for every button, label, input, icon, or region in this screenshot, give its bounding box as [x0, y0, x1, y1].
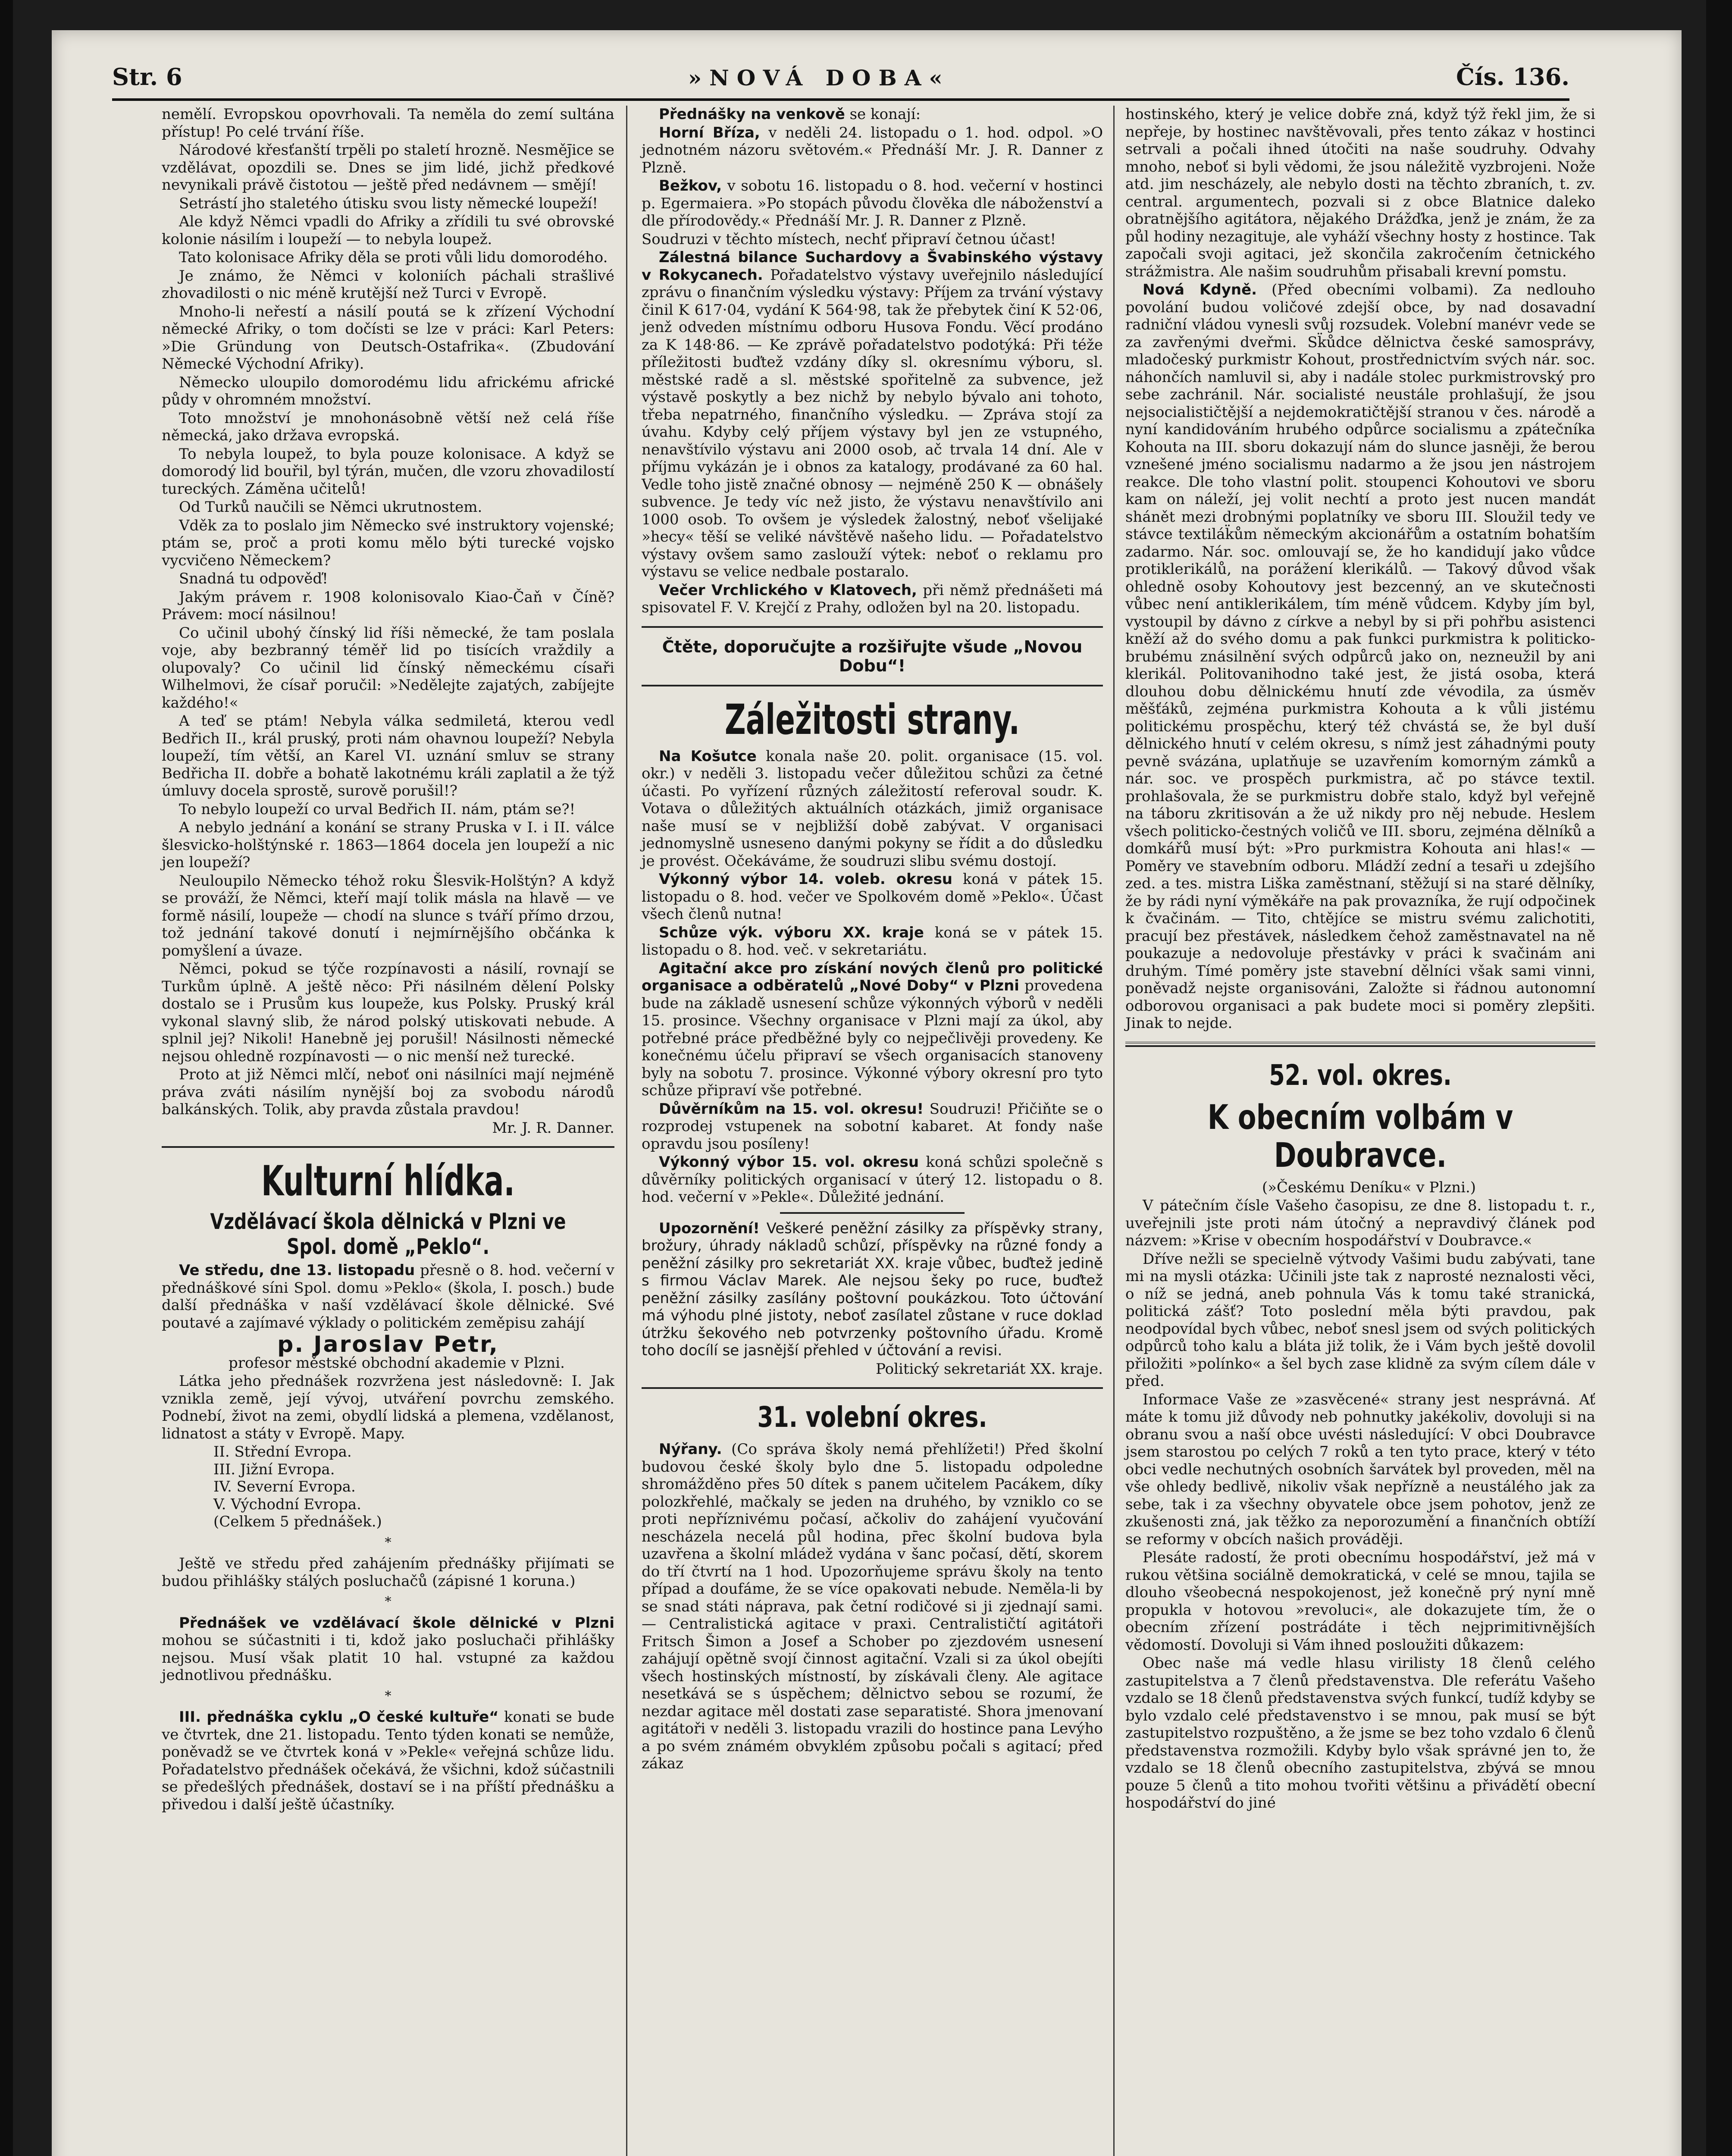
notice-text: Pořadatelstvo výstavy uveřejnilo následující zprávu o finančním výsledku výstavy: Příjem za trvání výstavy činil K 617·04, vydání K 564·98, tak že přebytek činí K 52·06, jenž odveden místnímu odboru Husova Fondu. Věcí prodáno za K 148·86. — Ke zprávě pořadatelstvo podotýká: Při téže příležitosti buďtež vzdány díky sl. okresnímu výboru, sl. městské radě a sl. městské spořitelně za subvence, jež výstavě poskytly a bez nichž by nebylo bývalo ani tohoto, třeba nepatrného, finančního výsledku. — Zpráva stojí za úvahu. Kdyby celý příjem výstavy byl jen ze vstupného, nenavštívilo výstavu ani 2000 osob, ač trvala 14 dní. Ale v příjmu vykázán je i obnos za katalogy, prodávané za 60 hal. Vedle toho jistě značné obnosy — nejméně 250 K — obnášely subvence. Je tedy víc než jisto, že výstavu nenavštívilo ani 1000 osob. To ovšem je výsledek žalostný, neboť všelijaké »hecy« těší se veliké návštěvě našeho lidu. — Pořadatelstvo výstavy ovšem samo zaslouží výtek: neboť o reklamu pro výstavu se velice nedbale postaralo.: [642, 266, 1103, 580]
notice-lead: Agitační akce pro získání nových členů pro politické organisace a odběratelů „Nové Doby“ v Plzni: [642, 959, 1103, 994]
list-item: II. Střední Evropa.: [213, 1443, 352, 1460]
course-outline-list: [213, 1443, 614, 1531]
article-paragraph: Německo uloupilo domorodému lidu africkému africké půdy v ohromném množství.: [162, 373, 614, 408]
notice-lead: Na Košutce: [659, 747, 757, 765]
notice-lead: III. přednáška cyklu „O české kultuře“: [179, 1708, 499, 1726]
article-paragraph: A teď se ptám! Nebyla válka sedmiletá, kterou vedl Bedřich II., král pruský, proti nám ohavnou loupeží? Nebyla loupeží, tím větší, an Karel VI. uznání smluv se strany Bedřicha II. dobře a bohatě lakotnému králi zaplatil a že týž úmluvy docela sprostě, surově porušil!?: [162, 712, 614, 799]
article-paragraph: A nebylo jednání a konání se strany Pruska v I. i II. válce šlesvicko-holštýnské r. 1863—1864 docela jen loupeží a nic jen loupeží?: [162, 819, 614, 871]
notice-text: Ještě ve středu před zahájením přednášky přijímati se budou přihlášky stálých posluchačů (zápisné 1 koruna.): [162, 1555, 614, 1590]
separator-star: *: [385, 1535, 392, 1550]
notice-text: koná v pátek 15. listopadu o 8. hod. večer ve Spolkovém domě »Peklo«. Účast všech členů nutna!: [642, 871, 1103, 923]
notice-text: v neděli 24. listopadu o 1. hod. odpol. »O jednotném názoru světovém.« Přednáší Mr. J. R. Danner z Plzně.: [642, 124, 1103, 176]
place-name: Bežkov,: [659, 177, 722, 194]
separator-star: *: [385, 1594, 392, 1609]
notice-text: se konají:: [849, 106, 921, 123]
notice-text: provedena bude na základě usnesení schůze výkonných výborů v neděli 15. prosince. Všechny organisace v Plzni mají za úkol, aby potřebné práce předběžné byly co nejpečlivěji provedeny. Ke konečnému účelu připraví se všech organisacích stanoveny byly na sobotu 7. prosince. Výkonné výbory okresní pro tyto schůze připraví vše potřebné.: [642, 977, 1103, 1099]
notice-signature: Politický sekretariát XX. kraje.: [876, 1360, 1103, 1378]
page-header: [112, 43, 1569, 101]
notice-text: v sobotu 16. listopadu o 8. hod. večerní v hostinci p. Egermaiera. »Po stopách původu člověka dle náboženství a dle přírodovědy.« Přednáší Mr. J. R. Danner z Plzně.: [642, 177, 1103, 229]
notice-text: Soudruzi! Přičiňte se o rozprodej vstupenek na sobotní kabaret. At fondy naše opravdu jsou posíleny!: [642, 1100, 1103, 1153]
article-paragraph: Vděk za to poslalo jim Německo své instruktory vojenské; ptám se, proč a proti komu mělo býti turecké vojsko vycvičeno Německem?: [162, 517, 614, 569]
notice-lead: Výkonný výbor 15. vol. okresu: [659, 1153, 919, 1171]
article-title: K obecním volbám v Doubravce.: [1207, 1098, 1513, 1175]
short-divider: [780, 1212, 965, 1214]
notice-text: Veškeré peněžní zásilky za příspěvky strany, brožury, úhrady nákladů schůzí, příspěvky na různé fondy a peněžní zásilky pro sekretariát XX. kraje vůbec, buďtež jedině s firmou Václav Marek. Ale nejsou šeky po ruce, buďtež peněžní zásilky zasílány poštovní poukázkou. Toto účtování má výhodu plné jistoty, neboť zasílatel zůstane v ruce doklad útržku šekového neb potvrzenky poštovního úřadu. Kromě toho docílí se jasnější přehled v účtování a revisi.: [642, 1219, 1103, 1359]
article-paragraph: Neuloupilo Německo téhož roku Šlesvik-Holštýn? A když se prováží, že Němci, kteří mají tolik másla na hlavě — ve formě násilí, loupeže — chodí na slunce s tváří přímo drzou, tož jednání takové donutí i nejmírnějšího občánka k pomyšlení a úvaze.: [162, 872, 614, 959]
school-heading: Vzdělávací škola dělnická v Plzni ve Spol. domě „Peklo“.: [210, 1209, 566, 1259]
subscription-callout: Čtěte, doporučujte a rozšiřujte všude „Novou Dobu“!: [662, 637, 1083, 675]
article-paragraph: Němci, pokud se týče rozpínavosti a násilí, rovnají se Turkům úplně. A ještě něco: Při násilném dělení Polsky dostalo se i Prusům kus loupeže, kus Polsky. Pruský král vykonal slavný slib, že národ polský utiskovati nebude. A splnil jej? Nikoli! Hanebně jej porušil! Násilnosti německé nejsou ohledně rozpínavosti — o nic menší než turecké.: [162, 960, 614, 1065]
notice-lead: Schůze výk. výboru XX. kraje: [659, 924, 924, 941]
article-paragraph: Proto at již Němci mlčí, neboť oni násilníci mají nejméně práva zváti násilím nynější boj za svobodu národů balkánských. Tolik, aby pravda zůstala pravdou!: [162, 1066, 614, 1118]
article-paragraph: Plesáte radostí, že proti obecnímu hospodářství, jež má v rukou většina sociálně demokratická, v celé se mnou, tajila se dlouho všeobecná nespokojenost, jež konečně prý nyní mně propukla v hotovou »revoluci«, ale dokazujete tím, že o obecním zřízení postrádáte i těch nejprimitivnějších vědomostí. Dovoluji si Vám ihned posloužiti důkazem:: [1125, 1549, 1595, 1654]
district-heading-52: 52. vol. okres.: [1269, 1058, 1452, 1092]
place-name: Nýřany.: [659, 1441, 722, 1458]
list-item: V. Východní Evropa.: [213, 1495, 361, 1513]
section-divider: [642, 626, 1103, 628]
notice-text: mohou se súčastniti i ti, kdož jako posluchači přihlášky nejsou. Musí však platit 10 hal. vstupné za každou jednotlivou přednášku.: [162, 1632, 614, 1684]
column-rule: [1113, 106, 1115, 2156]
notice-text: (Před obecními volbami). Za nedlouho povolání budou voličové zdejší obce, by nad dosavadní radniční vládou vynesli svůj rozsudek. Volební manévr vede se za zavřenými dveřmi. Sk̈ůdce dělnictva české samosprávy, mladočeský purkmistr Kohout, prostřednictvím svých nár. soc. náhončích namluvil si, aby i nadále stolec purkmistrovský pro sebe zachránil. Nár. socialisté neustále prohlašují, že jsou nejsocialističtější a nejdemokratičtější stranou v čes. národě a nyní kandidováním hrubého odpůrce socialismu a zpátečníka Kohouta na III. sboru dokazují nám do slunce jasněji, že berou vznešené jméno socialismu nadarmo a že jsou jen nástrojem reakce. Dle toho vlastní polit. stoupenci Kohoutovi ve sboru kam on náleží, jej volit nechtí a proto jest nucen mandát shánět mezi drobnými poplatníky ve sboru III. Sloužil tedy ve stávce textilák̈ům německým akcionářům a ostatním bohatším zadarmo. Nár. soc. omlouvají se, že ho kandidují jako vůdce protiklerikálů, na porážení klerikálů. — Takový důvod však ohledně osoby Kohoutovy jest bezcenný, an ve skutečnosti vůbec není antiklerikálem, tím méně vůdcem. Kdyby jím byl, vystoupil by dávno z církve a nebyl by si při pohřbu asistenci kněží až do svého domu a pak funkci purkmistra k politicko-brubému znásilnění svých odpůrců jako on, nezneužil by ani klerikál. Politovanihodno také jest, že jistá osoba, která dlouhou dobu dělnickému hnutí zde vévodila, za úsměv měšťáků, zejména purkmistra Kohouta a k vůli jistému politickému prospěchu, který též chvástá se, že byl duší dělnického hnutí v celém okresu, s nímž jest záhadnými pouty pevně svázána, uplatňuje se uzavřením komorným zámků a nár. soc. ve prospěch purkmistra, ač po stávce textil. prohlašovala, že se purkmistru dobře stalo, když byl veřejně na táboru zkritisován a že už nikdy pro něj nebude. Heslem všech politicko-čestných voličů ve III. sboru, zejména dělníků a domkářů musí být: »Pro purkmistra Kohouta ani hlas!« — Poměry ve stavebním odboru. Mládží zední a tesaři u zdejšího zed. a tes. mistra Liška zaměstnaní, stěžují si na staré dělníky, že by rádi nyní výměkáře na pak provazníka, že rují odpočinek k čvačinám. — Tito, chtějíce se mistru svému zalichotiti, pracují bez přestávek, následkem čehož zaměstnavatel na ně poukazuje a nedovoluje přestávky v práci k svačinám ani druhým. Tímé poměry jste stavební dělníci však sami vinni, poněvadž nejste organisováni, Založte si řádnou autonomní odborovou organisaci a pak budete moci si poměry zlepšiti. Jinak to nejde.: [1125, 281, 1595, 1032]
notice-lead: Ve středu, dne 13. listopadu: [179, 1262, 415, 1279]
article-paragraph: Ale když Němci vpadli do Afriky a zřídili tu své obrovské kolonie násilím i loupeží — to nebyla loupež.: [162, 213, 614, 248]
scan-border-right: [1706, 0, 1732, 2156]
article-paragraph: Od Turků naučili se Němci ukrutnostem.: [179, 498, 482, 516]
section-divider: [162, 1146, 614, 1148]
article-paragraph: Informace Vaše ze »zasvěcené« strany jest nesprávná. Ať máte k tomu již důvody neb pohnutky jakékoliv, dovoluji si na obranu svou a naší obce uvésti následující: V obci Doubravce jsem starostou po celých 7 roků a ten tyto prace, který v této obci vedle nechutných osobních šarvátek byl proveden, měl na vše ohledy bedlivě, nikoliv však nepřízně a neustálého jak za sebe, tak i za všechny obyvatele obce jsem pohotov, jenž ze zkušenosti zná, jak těžko za neporozumění a finančních obtíží se reformy v obcích našich prováději.: [1125, 1391, 1595, 1548]
column-3: [1125, 106, 1595, 1813]
newspaper-title: »NOVÁ DOBA«: [688, 65, 950, 91]
notice-text: Soudruzi v těchto místech, nechť připraví četnou účast!: [642, 230, 1056, 248]
notice-lead: Přednášek ve vzdělávací škole dělnické v Plzni: [179, 1614, 614, 1632]
section-divider: [642, 685, 1103, 686]
notice-text: koná schůzi společně s důvěrníky politických organisací v úterý 12. listopadu o 8. hod. večerní v »Pekle«. Důležité jednání.: [642, 1153, 1103, 1206]
article-paragraph: Mnoho-li neřestí a násilí poutá se k zřízení Východní německé Afriky, o tom dočísti se lze v práci: Karl Peters: »Die Gründung von Deutsch-Ostafrika«. (Zbudování Německé Východní Afriky).: [162, 303, 614, 373]
list-item: (Celkem 5 přednášek.): [213, 1513, 382, 1530]
notice-lead: Zálestná bilance Suchardovy a Švabinského výstavy v Rokycanech.: [642, 249, 1103, 284]
article-paragraph: hostinského, který je velice dobře zná, když týž řekl jim, že si nepřeje, by hostinec navštěvovali, přes tento zákaz v hostinci setrvali a počali ihned útočiti na naše soudruhy. Odvahy mnoho, neboť si byli vědomi, že jsou náležitě vyzbrojeni. Nože atd. jim nescházely, ale nebylo dosti na těchto zbraních, t. zv. central. argumentech, pozvali si z obce Blatnice daleko obratnějšího agitátora, nějakého Drážďka, jenž je znám, že za půl hodiny nezagituje, ale vyháží všechny hosty z hostince. Tak započali svoji agitaci, jež skončila zakročením četnického strážmistra. Ale našim soudruhům přisabali krevní pomstu.: [1125, 106, 1595, 280]
issue-number: Čís. 136.: [1456, 63, 1569, 91]
place-name: Nová Kdyně.: [1143, 281, 1257, 298]
page-number: Str. 6: [112, 63, 182, 91]
notice-lead: Výkonný výbor 14. voleb. okresu: [659, 871, 953, 888]
article-paragraph: To nebylo loupeží co urval Bedřich II. nám, ptám se?!: [179, 800, 576, 818]
notice-lead: Večer Vrchlického v Klatovech,: [659, 581, 917, 599]
article-paragraph: Jakým právem r. 1908 kolonisovalo Kiao-Čaň v Číně? Právem: mocí násilnou!: [162, 588, 614, 623]
section-title-zalezitosti-strany: Záležitosti strany.: [724, 695, 1020, 744]
article-paragraph: V pátečním čísle Vašeho časopisu, ze dne 8. listopadu t. r., uveřejnili jste proti nám útočný a nepravdivý článek pod názvem: »Krise v obecním hospodářství v Doubravce.«: [1125, 1197, 1595, 1249]
section-divider: [1125, 1042, 1595, 1047]
lecturer-description: profesor městské obchodní akademie v Plzni.: [229, 1354, 565, 1372]
course-outline-intro: Látka jeho přednášek rozvržena jest následovně: I. Jak vznikla země, její vývoj, utváření povrchu zemského. Podnebí, život na zemi, obydlí lidská a plemena, vzdělanost, lidnatost a státy v Evropě. Mapy.: [162, 1373, 614, 1442]
column-1: [162, 106, 614, 1814]
place-name: Horní Bříza,: [659, 124, 760, 141]
notice-text: (Co správa školy nemá přehlížeti!) Před školní budovou české školy bylo dne 5. listopadu odpoledne shromážděno přes 50 dítek s panem učitelem Pacákem, díky polozkřehlé, mačkaly se jeden na druhého, by vzniklo co se proti nepříznivému počasí, ačkoliv do zahájení vyučování nescházela necelá půl hodina, pr̄ec školní budova byla uzavřena a školní mládež vydána v šanc počasí, dětí, skorem do tří čtvrtí na 1 hod. Upozorňujeme správu školy na tento případ a doufáme, že se více opakovati nebude. Neměla-li by se snad státi náprava, pak četní rodičové si ji zjednají sami. — Centralistická agitace v praxi. Centralističtí agitátoři Fritsch Šimon a Josef a Schober po zjezdovém usnesení zahájují opětně svojí činnost agitační. Vzali si za úkol obejíti všech hostinských místností, by získávali členy. Ale agitace nesetkává se s úspěchem; dělnictvo sebou se rozumí, že nezdar agitace měl dostati zase separatisté. Shora jmenovaní agitátoři v neděli 3. listopadu vrazili do hostince pana Levýho a po svém známém obvyklém způsobu počali s agitací; před zákaz: [642, 1441, 1103, 1772]
notice-lead: Přednášky na venkově: [659, 106, 845, 123]
list-item: III. Jižní Evropa.: [213, 1460, 335, 1478]
notice-lead: Důvěrníkům na 15. vol. okresu!: [659, 1100, 924, 1118]
notice-text: při němž přednášeti má spisovatel F. V. Krejčí z Prahy, odložen byl na 20. listopadu.: [642, 581, 1103, 616]
notice-text: konala naše 20. polit. organisace (15. vol. okr.) v neděli 3. listopadu večer důležitou schůzi za četné účasti. Po vyřízení různých záležitostí referoval soudr. K. Votava o důležitých aktuálních otázkách, jimiž organisace naše musí se v nejbližší době zabývat. V organisaci jednomyslně usneseno danými pokyny se řídit a do důsledku je provést. Očekáváme, že soudruzi slibu svému dostojí.: [642, 747, 1103, 870]
separator-star: *: [385, 1688, 392, 1704]
article-paragraph: Obec naše má vedle hlasu virilisty 18 členů celého zastupitelstva a 7 členů představenstva. Dle referátu Vašeho vzdalo se 18 členů představenstva svých funkcí, tudíž kdyby se bylo vzdalo celé představenstvo i se mnou, pak musí se být zastupitelstvo rozpuštěno, a že jsme se bez toho vzdalo 6 členů představenstva rozmožili. Kdyby bylo však správné jen to, že vzdalo se 18 členů obecního zastupitelstva, zbývá se mnou pouze 5 členů a tito mohou tvořiti většinu a přivádětí obecní hospodářství do jiné: [1125, 1655, 1595, 1811]
article-subtitle: (»Českému Deníku« v Plzni.): [1262, 1178, 1476, 1196]
article-paragraph: Národové křesťanští trpěli po staletí hrozně. Nesměj̄ice se vzdělávat, opozdili se. Dnes se jim lidé, jichž předkové nevynikali právě čistotou — ještě před nedávnem — smějí!: [162, 141, 614, 194]
article-paragraph: Tato kolonisace Afriky děla se proti vůli lidu domorodého.: [179, 249, 608, 266]
article-paragraph: To nebyla loupež, to byla pouze kolonisace. A když se domorodý lid bouřil, byl týrán, mučen, dle vzoru zhovadilostí tureckých. Záměna učitelů!: [162, 445, 614, 498]
notice-text: koná se v pátek 15. listopadu o 8. hod. več. v sekretariátu.: [642, 924, 1103, 959]
column-rule: [626, 106, 627, 2156]
article-paragraph: Co učinil ubohý čínský lid říši německé, že tam poslala voje, aby bezbranný téměř lid po tisících vraždily a olupovaly? Co učinil lid čínský německému císaři Wilhelmovi, že císař poručil: »Nedělejte zajatých, zabíjejte každého!«: [162, 624, 614, 711]
section-divider: [642, 1387, 1103, 1389]
article-paragraph: Toto množství je mnohonásobně větší než celá říše německá, jako država evropská.: [162, 409, 614, 444]
article-paragraph: nemělí. Evropskou opovrhovali. Ta neměla do zemí sultána přístup! Po celé trvání říše.: [162, 106, 614, 141]
article-paragraph: Setrástí jho staletého útisku svou listy německé loupeží!: [179, 194, 598, 212]
article-signature: Mr. J. R. Danner.: [492, 1119, 614, 1137]
notice-lead: Upozornění!: [659, 1219, 760, 1237]
column-2: [642, 106, 1103, 1774]
notice-text: přesně o 8. hod. večerní v přednáškové síni Spol. domu »Peklo« (škola, I. posch.) bude další přednáška v naší vzdělávací škole dělnické. Své poutavé a zajímavé výklady o politickém zeměpisu zahájí: [162, 1262, 615, 1332]
article-paragraph: Je známo, že Němci v koloniích páchali strašlivé zhovadilosti o nic méně krutější než Turci v Evropě.: [162, 267, 614, 302]
section-title-kulturni-hlidka: Kulturní hlídka.: [261, 1157, 515, 1205]
article-paragraph: Dříve nežli se specielně výtvody Vašimi budu zabývati, tane mi na mysli otázka: Učinili jste tak z naprosté neznalosti věci, o níž se jedná, aneb pohnula Vás k tomu také stranická, politická zášť? Toto poslední měla býti pravdou, pak neodpovídal bych vůbec, neboť snesl jsem od svých politických odpůrců toho kalu a bláta již tolik, že i Vám bych ještě dovolil přiložiti »polínko« a šel bych zase klidně za svým cílem dále v před.: [1125, 1250, 1595, 1390]
article-paragraph: Snadná tu odpověď!: [179, 570, 328, 587]
scan-border-left: [0, 0, 13, 2156]
lecturer-name: p. Jaroslav Petr,: [277, 1332, 499, 1357]
list-item: IV. Severní Evropa.: [213, 1478, 356, 1495]
district-heading-31: 31. volební okres.: [757, 1401, 987, 1434]
notice-text: konati se bude ve čtvrtek, dne 21. listopadu. Tento týden konati se nemůže, poněvadž se ve čtvrtek koná v »Pekle« veřejná schůze lidu. Pořadatelstvo přednášek očekává, že všichni, kdož súčastnili se předešlých přednášek, dostaví se i na příští přednášku a přivedou i další ještě účastníky.: [162, 1708, 615, 1813]
